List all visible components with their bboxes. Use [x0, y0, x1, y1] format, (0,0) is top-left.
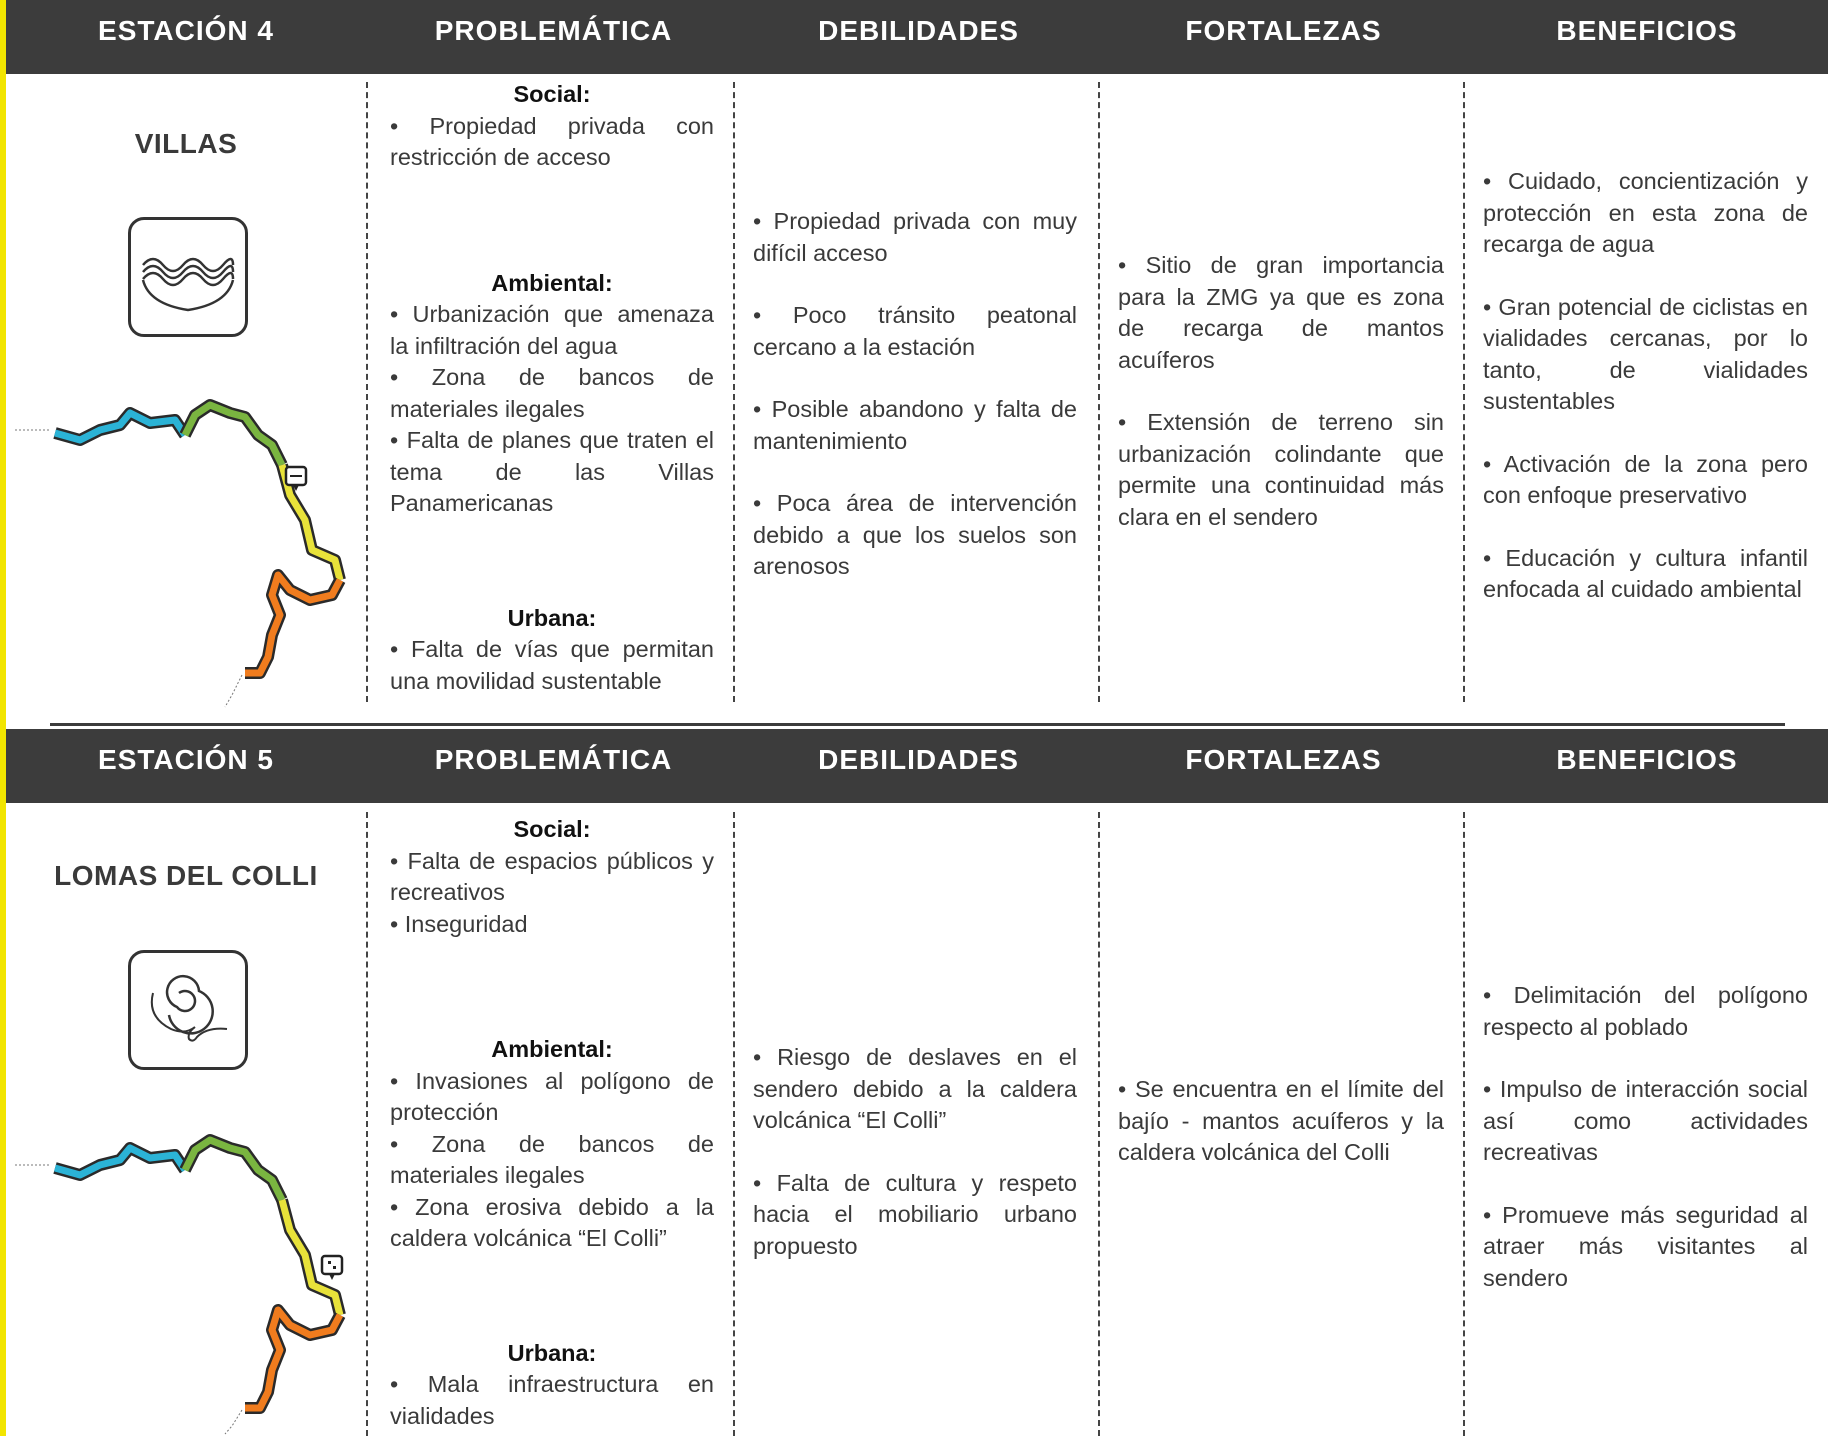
list-item: • Invasiones al polígono de protección — [390, 1067, 714, 1125]
list-item: • Educación y cultura infantil enfocada al cuidado ambiental — [1483, 544, 1808, 602]
station-marker-icon — [322, 1256, 342, 1280]
social-subheading: Social: — [513, 816, 591, 842]
volcano-spiral-icon — [131, 953, 245, 1067]
column-divider — [366, 812, 368, 1436]
list-item: • Falta de planes que traten el tema de las Villas Panamericanas — [390, 427, 714, 516]
list-item: • Inseguridad — [390, 910, 528, 937]
ambiental-subheading: Ambiental: — [491, 1036, 613, 1062]
route-map-station-5 — [10, 1130, 350, 1436]
list-item: • Falta de vías que permitan una movilidad sustentable — [390, 636, 714, 694]
list-item: • Falta de espacios públicos y recreativos — [390, 847, 714, 905]
list-item: • Zona de bancos de materiales ilegales — [390, 1130, 714, 1188]
ambiental-subheading: Ambiental: — [491, 269, 613, 296]
list-item: • Poco tránsito peatonal cercano a la estación — [753, 302, 1077, 360]
station-4-header-bar — [6, 0, 1828, 74]
column-header-fortalezas: FORTALEZAS — [1185, 744, 1382, 775]
fortalezas-cell — [1118, 250, 1444, 533]
list-item: • Extensión de terreno sin urbanización colindante que permite una continuidad más clara en el sendero — [1118, 409, 1444, 530]
urbana-subheading: Urbana: — [507, 1339, 597, 1366]
column-divider — [733, 812, 735, 1436]
list-item: • Zona erosiva debido a la caldera volcánica “El Colli” — [390, 1193, 714, 1251]
column-divider — [1463, 812, 1465, 1436]
list-item: • Mala infraestructura en vialidades — [390, 1371, 714, 1429]
fortalezas-cell — [1118, 1074, 1444, 1169]
station-name: LOMAS DEL COLLI — [54, 860, 318, 891]
station-header: ESTACIÓN 4 — [98, 15, 274, 46]
problematica-cell — [390, 814, 714, 1432]
list-item: • Propiedad privada con restricción de acceso — [390, 112, 714, 170]
volcano-spiral-icon-box — [128, 950, 248, 1070]
list-item: • Urbanización que amenaza la infiltración del agua — [390, 301, 714, 359]
beneficios-cell — [1483, 166, 1808, 606]
route-map-station-4 — [10, 395, 350, 715]
social-subheading: Social: — [513, 81, 591, 107]
list-item: • Impulso de interacción social así como actividades recreativas — [1483, 1076, 1808, 1165]
list-item: • Riesgo de deslaves en el sendero debido a la caldera volcánica “El Colli” — [753, 1044, 1077, 1133]
list-item: • Sitio de gran importancia para la ZMG ya que es zona de recarga de mantos acuíferos — [1118, 252, 1444, 373]
route-segment-orange — [245, 575, 340, 673]
column-header-beneficios: BENEFICIOS — [1556, 744, 1738, 775]
list-item: • Falta de cultura y respeto hacia el mobiliario urbano propuesto — [753, 1169, 1077, 1259]
list-item: • Gran potencial de ciclistas en vialidades cercanas, por lo tanto, de vialidades sustentables — [1483, 293, 1808, 414]
column-header-debilidades: DEBILIDADES — [818, 15, 1019, 46]
urbana-subheading: Urbana: — [507, 604, 597, 631]
page-edge-accent — [0, 0, 6, 1436]
column-divider — [1098, 82, 1100, 702]
list-item: • Delimitación del polígono respecto al poblado — [1483, 982, 1808, 1040]
route-segment-orange — [245, 1310, 340, 1408]
column-header-problematica: PROBLEMÁTICA — [434, 744, 673, 775]
station-header: ESTACIÓN 5 — [98, 744, 274, 775]
column-divider — [1098, 812, 1100, 1436]
station-5-header-bar — [6, 729, 1828, 803]
list-item: • Zona de bancos de materiales ilegales — [390, 364, 714, 422]
column-header-problematica: PROBLEMÁTICA — [434, 15, 673, 46]
debilidades-cell — [753, 1042, 1077, 1262]
column-header-beneficios: BENEFICIOS — [1556, 15, 1738, 46]
problematica-cell — [390, 79, 714, 697]
column-header-fortalezas: FORTALEZAS — [1185, 15, 1382, 46]
column-divider — [366, 82, 368, 702]
column-header-debilidades: DEBILIDADES — [818, 744, 1019, 775]
list-item: • Posible abandono y falta de mantenimiento — [753, 396, 1077, 454]
column-divider — [733, 82, 735, 702]
list-item: • Se encuentra en el límite del bajío - mantos acuíferos y la caldera volcánica del Colli — [1118, 1076, 1444, 1165]
list-item: • Propiedad privada con muy difícil acceso — [753, 208, 1077, 266]
beneficios-cell — [1483, 980, 1808, 1294]
list-item: • Promueve más seguridad al atraer más visitantes al sendero — [1483, 1201, 1808, 1291]
debilidades-cell — [753, 206, 1077, 583]
list-item: • Cuidado, concientización y protección en esta zona de recarga de agua — [1483, 168, 1808, 257]
station-name: VILLAS — [134, 128, 238, 159]
list-item: • Poca área de intervención debido a que los suelos son arenosos — [753, 490, 1077, 579]
sand-waves-icon-box — [128, 217, 248, 337]
section-divider — [50, 723, 1785, 726]
column-divider — [1463, 82, 1465, 702]
list-item: • Activación de la zona pero con enfoque preservativo — [1483, 450, 1808, 508]
sand-waves-icon — [131, 220, 245, 334]
